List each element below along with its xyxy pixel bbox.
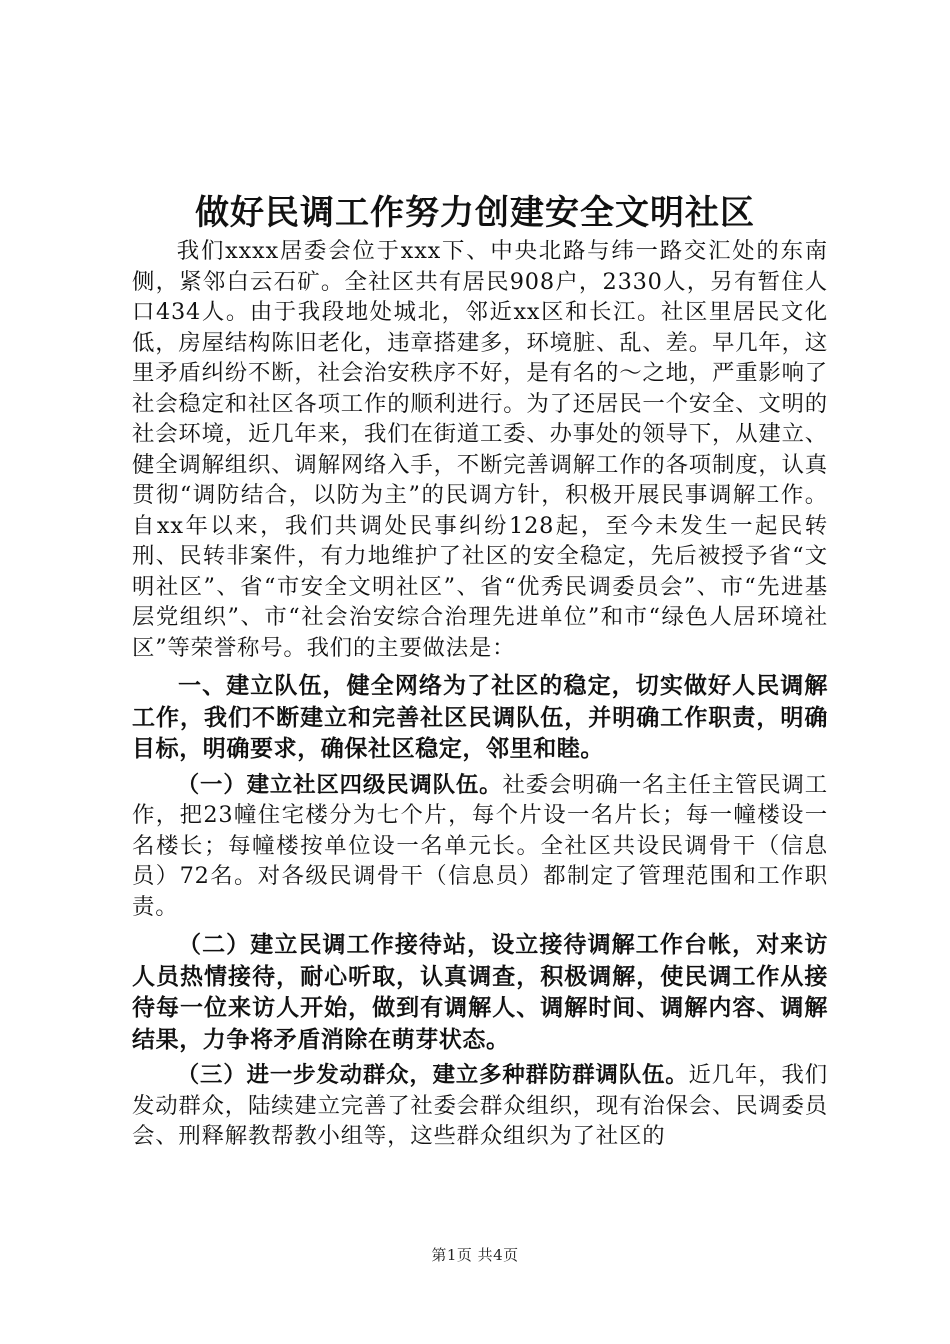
paragraph-intro: 我们xxxx居委会位于xxx下、中央北路与纬一路交汇处的东南侧，紧邻白云石矿。全社区共有居民908户，2330人，另有暂住人口434人。由于我段地处城北，邻近xx区和长江。社区里居民文化低，房屋结构陈旧老化，违章搭建多，环境脏、乱、差。早几年，这里矛盾纠纷不断，社会治安秩序不好，是有名的～之地，严重影响了社会稳定和社区各项工作的顺利进行。为了还居民一个安全、文明的社会环境，近几年来，我们在街道工委、办事处的领导下，从建立、健全调解组织、调解网络入手，不断完善调解工作的各项制度，认真贯彻“调防结合，以防为主”的民调方针，积极开展民事调解工作。自xx年以来，我们共调处民事纠纷128起，至今未发生一起民转刑、民转非案件，有力地维护了社区的安全稳定，先后被授予省“文明社区”、省“市安全文明社区”、省“优秀民调委员会”、市“先进基层党组织”、市“社会治安综合治理先进单位”和市“绿色人居环境社区”等荣誉称号。我们的主要做法是： — [132, 238, 828, 661]
page-number-footer: 第1页 共4页 — [431, 1246, 519, 1264]
paragraph-section-one: 一、建立队伍，健全网络为了社区的稳定，切实做好人民调解工作，我们不断建立和完善社区民调队伍，并明确工作职责，明确目标，明确要求，确保社区稳定，邻里和睦。 — [132, 673, 828, 762]
document-title: 做好民调工作努力创建安全文明社区 — [195, 193, 755, 233]
subsection-three-text: 近几年，我们发动群众，陆续建立完善了社委会群众组织，现有治保会、民调委员会、刑释解教帮教小组等，这些群众组织为了社区的 — [132, 1062, 828, 1149]
document-body — [132, 236, 828, 1152]
paragraph-subsection-three — [132, 1060, 828, 1152]
subsection-three-heading: （三）进一步发动群众，建立多种群防群调队伍。 — [176, 1062, 689, 1088]
paragraph-subsection-two: （二）建立民调工作接待站，设立接待调解工作台帐，对来访人员热情接待，耐心听取，认真调查，积极调解，使民调工作从接待每一位来访人开始，做到有调解人、调解时间、调解内容、调解结果，力争将矛盾消除在萌芽状态。 — [132, 932, 828, 1053]
subsection-one-text: 社委会明确一名主任主管民调工作，把23幢住宅楼分为七个片，每个片设一名片长；每一幢楼设一名楼长；每幢楼按单位设一名单元长。全社区共设民调骨干（信息员）72名。对各级民调骨干（信息员）都制定了管理范围和工作职责。 — [132, 771, 829, 920]
subsection-one-heading: （一）建立社区四级民调队伍。 — [176, 771, 503, 798]
paragraph-subsection-one — [132, 770, 828, 923]
